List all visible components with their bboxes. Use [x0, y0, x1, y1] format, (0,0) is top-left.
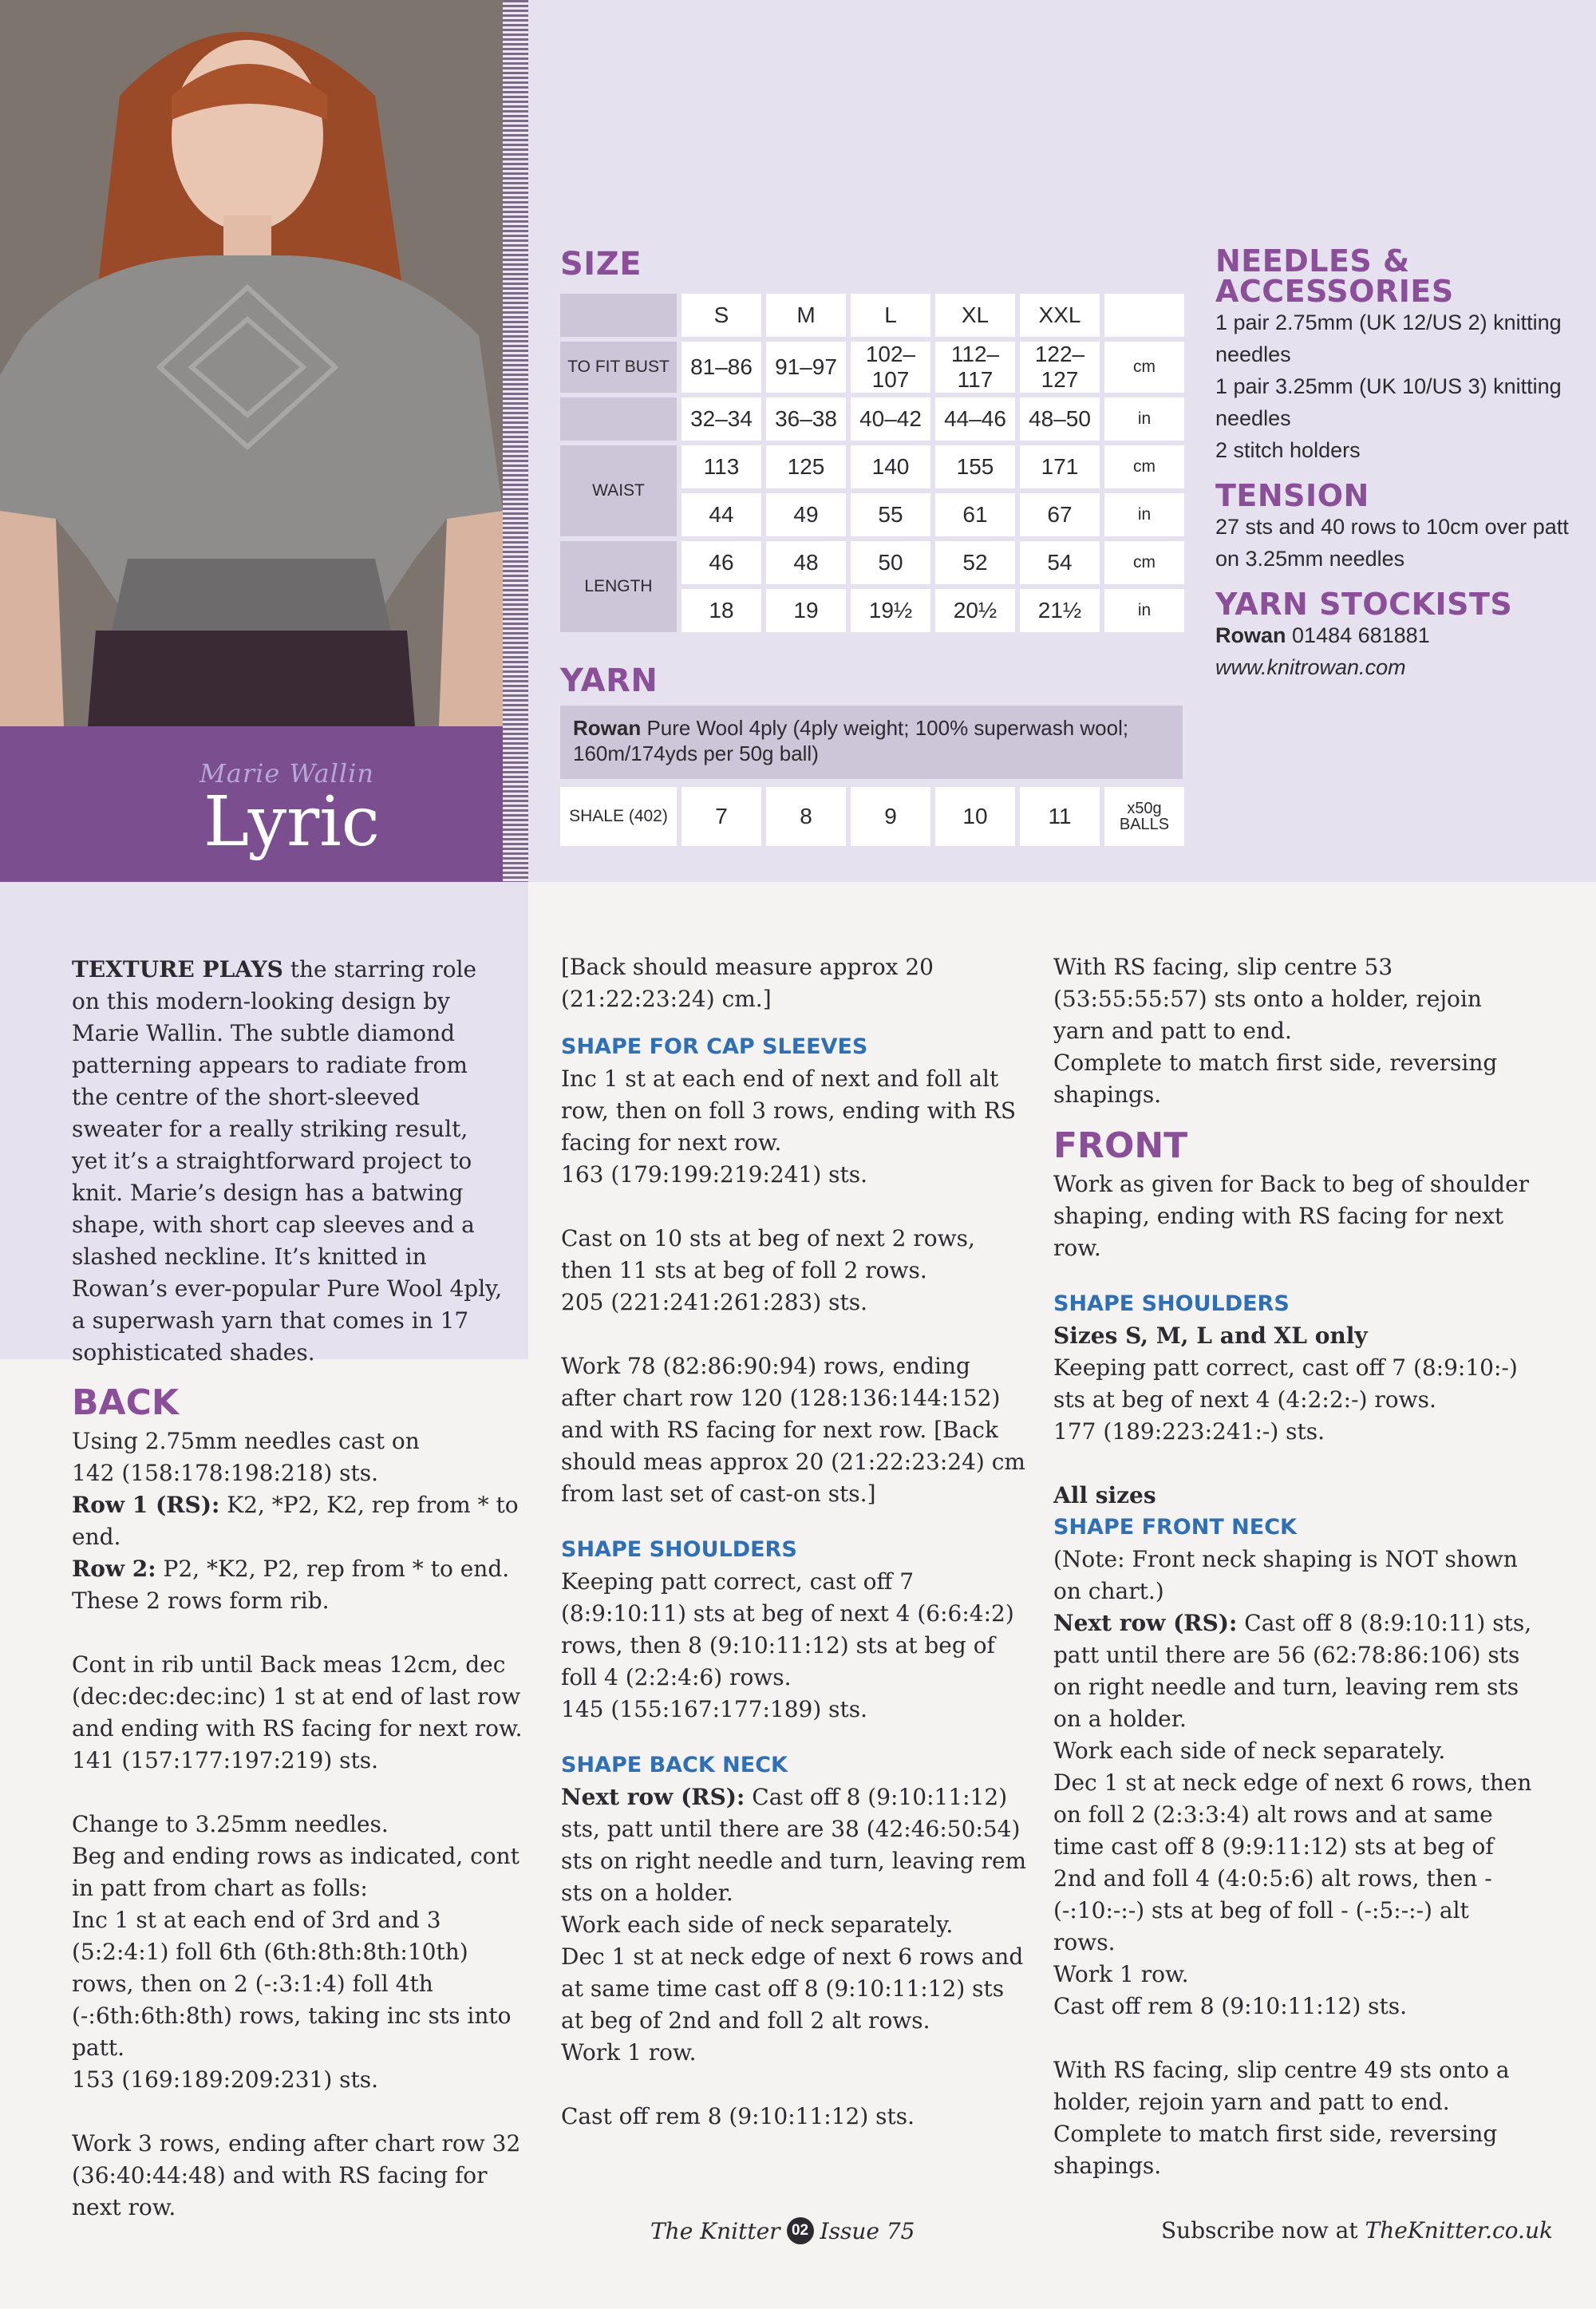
- row-label: Next row (RS):: [1053, 1610, 1238, 1636]
- front-neck-text: Work 1 row.: [1053, 1961, 1189, 1987]
- stockists-heading: YARN STOCKISTS: [1215, 587, 1513, 622]
- intro-body: the starring role on this modern-looking design by Marie Wallin. The subtle diamond patterning appears to radiate from the centre of the short-sleeved sweater for a really striking result, yet it’s a straightforward project to knit. Marie’s design has a batwing shape, with short cap sleeves and a slashed neckline. It’s knitted in Rowan’s ever-popular Pure Wool 4ply, a superwash yarn that comes in 17 sophisticated shades.: [72, 956, 503, 1366]
- table-cell: 21½: [1020, 589, 1100, 632]
- shoulders-text: Keeping patt correct, cast off 7 (8:9:10:11) sts at beg of next 4 (6:6:4:2) rows, then 8 (9:10:11:12) sts at beg of foll 4 (2:2:4:6) rows.: [561, 1568, 1014, 1690]
- yarn-heading: YARN: [560, 662, 658, 699]
- back-measure-note: [Back should measure approx 20 (21:22:23:24) cm.]: [561, 954, 934, 1012]
- col3-text: With RS facing, slip centre 53 (53:55:55:57) sts onto a holder, rejoin yarn and patt to end.: [1053, 954, 1482, 1044]
- table-cell: 44: [681, 493, 761, 536]
- size-header-row: [560, 294, 1184, 337]
- design-title: Lyric: [203, 782, 380, 862]
- shape-shoulders-heading: SHAPE SHOULDERS: [561, 1537, 797, 1562]
- row-text: Cast off 8 (9:10:11:12) sts, patt until there are 38 (42:46:50:54) sts on right needle and turn, leaving rem sts on a holder.: [561, 1784, 1027, 1906]
- shoulders-text: 145 (155:167:177:189) sts.: [561, 1696, 868, 1722]
- table-cell: [560, 294, 677, 337]
- table-cell: 49: [766, 493, 846, 536]
- yarn-amount: 9: [851, 787, 930, 846]
- table-cell: [560, 397, 677, 441]
- cap-text: Work 78 (82:86:90:94) rows, ending after chart row 120 (128:136:144:152) and with RS facing for next row. [Back should meas approx 20 (21:22:23:24) cm from last set of cast-on sts.]: [561, 1353, 1025, 1507]
- front-neck-text: Dec 1 st at neck edge of next 6 rows, then on foll 2 (2:3:3:4) alt rows and at same time cast off 8 (9:9:11:12) sts at beg of 2nd and foll 4 (4:0:5:6) alt rows, then - (-:10:-:-) sts at beg of foll - (-:5:-:-) alt rows.: [1053, 1769, 1532, 1955]
- table-cell: 112–117: [935, 342, 1015, 393]
- unit-cell: cm: [1104, 445, 1184, 488]
- needles-heading: NEEDLES &: [1215, 243, 1410, 279]
- size-col-m: M: [766, 294, 846, 337]
- yarn-shade: SHALE (402): [560, 787, 677, 846]
- unit-cell: cm: [1104, 541, 1184, 584]
- footer-magazine: [650, 2217, 915, 2244]
- table-cell: 91–97: [766, 342, 846, 393]
- table-cell: 19½: [851, 589, 930, 632]
- intro-lead: TEXTURE PLAYS: [72, 956, 283, 983]
- shape-front-neck-heading: SHAPE FRONT NECK: [1053, 1515, 1297, 1540]
- table-row: [560, 445, 1184, 488]
- table-cell: 36–38: [766, 397, 846, 441]
- front-heading: FRONT: [1053, 1125, 1188, 1166]
- back-neck-text: Work each side of neck separately.: [561, 1912, 954, 1938]
- back-text: Change to 3.25mm needles.: [72, 1811, 389, 1837]
- table-cell: 52: [935, 541, 1015, 584]
- unit-cell: in: [1104, 397, 1184, 441]
- unit-cell: in: [1104, 493, 1184, 536]
- back-text: 142 (158:178:198:218) sts.: [72, 1460, 379, 1486]
- back-text: 153 (169:189:209:231) sts.: [72, 2066, 379, 2093]
- front-neck-note: (Note: Front neck shaping is NOT shown on chart.): [1053, 1546, 1518, 1604]
- table-cell: 61: [935, 493, 1015, 536]
- unit-cell: cm: [1104, 342, 1184, 393]
- intro-text: [72, 954, 507, 1369]
- table-cell: 48: [766, 541, 846, 584]
- back-text: These 2 rows form rib.: [72, 1587, 330, 1614]
- yarn-description-text: Pure Wool 4ply (4ply weight; 100% superwash wool; 160m/174yds per 50g ball): [573, 716, 1129, 765]
- front-neck-text: Work each side of neck separately.: [1053, 1738, 1446, 1764]
- row-text: Cast off 8 (8:9:10:11) sts, patt until there are 56 (62:78:86:106) sts on right needle and turn, leaving rem sts on a holder.: [1053, 1610, 1532, 1732]
- yarn-amounts-row: [560, 787, 1184, 846]
- cap-text: Inc 1 st at each end of next and foll alt row, then on foll 3 rows, ending with RS facing for next row.: [561, 1066, 1017, 1156]
- all-sizes-label: [1053, 1480, 1532, 1512]
- table-cell: 44–46: [935, 397, 1015, 441]
- table-row: [560, 342, 1184, 393]
- sizes-label-text: Sizes S, M, L and XL only: [1053, 1323, 1368, 1349]
- table-cell: 171: [1020, 445, 1100, 488]
- table-row: [560, 541, 1184, 584]
- needles-item: 1 pair 3.25mm (UK 10/US 3) knitting needles: [1215, 374, 1562, 430]
- row-label-length: LENGTH: [560, 541, 677, 632]
- tension-heading: TENSION: [1215, 478, 1369, 513]
- size-col-s: S: [681, 294, 761, 337]
- column-back: [72, 1381, 527, 2224]
- stockists-phone-line: [1215, 619, 1582, 651]
- size-table: [555, 289, 1189, 637]
- size-col-l: L: [851, 294, 930, 337]
- back-text: 141 (157:177:197:219) sts.: [72, 1747, 379, 1773]
- front-shoulders-text: 177 (189:223:241:-) sts.: [1053, 1418, 1325, 1445]
- table-cell: 19: [766, 589, 846, 632]
- table-cell: [1104, 294, 1184, 337]
- stockists-brand: Rowan: [1215, 623, 1286, 647]
- tension-text: 27 sts and 40 rows to 10cm over patt on 3.25mm needles: [1215, 515, 1569, 571]
- size-col-xl: XL: [935, 294, 1015, 337]
- yarn-amount: 7: [681, 787, 761, 846]
- footer-subscribe: [1161, 2217, 1553, 2244]
- all-sizes-text: All sizes: [1053, 1482, 1156, 1508]
- front-shape-shoulders-heading: SHAPE SHOULDERS: [1053, 1291, 1290, 1316]
- table-cell: 32–34: [681, 397, 761, 441]
- sizes-label: [1053, 1320, 1532, 1352]
- yarn-brand: Rowan: [573, 716, 642, 740]
- yarn-description: [560, 706, 1183, 779]
- yarn-unit-line1: x50g: [1127, 800, 1162, 817]
- table-cell: 81–86: [681, 342, 761, 393]
- table-cell: 102–107: [851, 342, 930, 393]
- cap-text: 163 (179:199:219:241) sts.: [561, 1161, 868, 1188]
- back-row1: [72, 1489, 527, 1553]
- row-label: Row 2:: [72, 1556, 156, 1582]
- table-cell: 18: [681, 589, 761, 632]
- stockists-phone: 01484 681881: [1292, 623, 1430, 647]
- row-label: Next row (RS):: [561, 1784, 745, 1810]
- size-heading: SIZE: [560, 246, 642, 283]
- table-cell: 155: [935, 445, 1015, 488]
- front-shoulders-text: Keeping patt correct, cast off 7 (8:9:10:-) sts at beg of next 4 (4:2:2:-) rows.: [1053, 1354, 1518, 1413]
- back-neck-text: Dec 1 st at neck edge of next 6 rows and at same time cast off 8 (9:10:11:12) sts at beg of 2nd and foll 2 alt rows.: [561, 1943, 1024, 2034]
- table-cell: 113: [681, 445, 761, 488]
- yarn-unit: [1104, 787, 1184, 846]
- size-col-xxl: XXL: [1020, 294, 1100, 337]
- back-text: Beg and ending rows as indicated, cont in patt from chart as folls:: [72, 1843, 519, 1901]
- table-cell: 54: [1020, 541, 1100, 584]
- materials-column: [1215, 243, 1582, 698]
- front-neck-row: [1053, 1607, 1532, 1735]
- table-cell: 125: [766, 445, 846, 488]
- decorative-border: [503, 0, 528, 882]
- yarn-unit-line2: BALLS: [1119, 816, 1170, 833]
- needles-item: 2 stitch holders: [1215, 438, 1361, 462]
- model-illustration: [0, 0, 503, 726]
- row-label-waist: WAIST: [560, 445, 677, 536]
- stockists-website[interactable]: www.knitrowan.com: [1215, 655, 1406, 679]
- front-text: Work as given for Back to beg of shoulder shaping, ending with RS facing for next row.: [1053, 1171, 1530, 1261]
- table-cell: 40–42: [851, 397, 930, 441]
- back-text: Cont in rib until Back meas 12cm, dec (dec:dec:dec:inc) 1 st at end of last row and ending with RS facing for next row.: [72, 1651, 523, 1742]
- back-neck-text: Work 1 row.: [561, 2039, 697, 2066]
- issue-number: Issue 75: [820, 2217, 915, 2244]
- front-neck-text: With RS facing, slip centre 49 sts onto a holder, rejoin yarn and patt to end.: [1053, 2057, 1510, 2115]
- cap-text: Cast on 10 sts at beg of next 2 rows, then 11 sts at beg of foll 2 rows.: [561, 1225, 975, 1283]
- needles-item: 1 pair 2.75mm (UK 12/US 2) knitting needles: [1215, 310, 1562, 366]
- back-row2: [72, 1553, 527, 1585]
- back-text: Work 3 rows, ending after chart row 32 (36:40:44:48) and with RS facing for next row.: [72, 2130, 521, 2220]
- intro-panel: [0, 882, 528, 1366]
- back-heading: BACK: [72, 1382, 179, 1423]
- yarn-amount: 10: [935, 787, 1015, 846]
- subscribe-text: Subscribe now at: [1161, 2217, 1365, 2244]
- model-photo: [0, 0, 503, 726]
- front-neck-text: Cast off rem 8 (9:10:11:12) sts.: [1053, 1993, 1408, 2019]
- cap-text: 205 (221:241:261:283) sts.: [561, 1289, 868, 1315]
- row-text: K2, *P2, K2, rep from * to end.: [72, 1492, 519, 1550]
- back-neck-row: [561, 1781, 1032, 1909]
- row-label: Row 1 (RS):: [72, 1492, 220, 1518]
- back-neck-text: Cast off rem 8 (9:10:11:12) sts.: [561, 2103, 915, 2129]
- yarn-amount: 8: [766, 787, 846, 846]
- page-number: 02: [787, 2217, 814, 2244]
- back-text: Inc 1 st at each end of 3rd and 3 (5:2:4:1) foll 6th (6th:8th:8th:10th) rows, then on 2 (-:3:1:4) foll 4th (-:6th:6th:8th) rows, taking inc sts into patt.: [72, 1907, 512, 2061]
- unit-cell: in: [1104, 589, 1184, 632]
- table-cell: 20½: [935, 589, 1015, 632]
- table-cell: 48–50: [1020, 397, 1100, 441]
- table-cell: 122–127: [1020, 342, 1100, 393]
- table-cell: 55: [851, 493, 930, 536]
- title-block: [0, 726, 503, 882]
- table-cell: 50: [851, 541, 930, 584]
- cap-sleeves-heading: SHAPE FOR CAP SLEEVES: [561, 1034, 868, 1059]
- column-front: [1053, 951, 1532, 2182]
- subscribe-link[interactable]: TheKnitter.co.uk: [1365, 2217, 1553, 2244]
- row-label-bust: TO FIT BUST: [560, 342, 677, 393]
- needles-heading-line2: ACCESSORIES: [1215, 274, 1454, 309]
- magazine-name: The Knitter: [650, 2217, 780, 2244]
- table-cell: 140: [851, 445, 930, 488]
- back-text: Using 2.75mm needles cast on: [72, 1428, 420, 1454]
- shape-back-neck-heading: SHAPE BACK NECK: [561, 1753, 788, 1777]
- front-neck-text: Complete to match first side, reversing shapings.: [1053, 2121, 1498, 2179]
- yarn-amount: 11: [1020, 787, 1100, 846]
- table-cell: 46: [681, 541, 761, 584]
- column-shaping: [561, 951, 1032, 2133]
- table-cell: 67: [1020, 493, 1100, 536]
- col3-text: Complete to match first side, reversing shapings.: [1053, 1050, 1498, 1108]
- row-text: P2, *K2, P2, rep from * to end.: [156, 1556, 510, 1582]
- table-row: [560, 397, 1184, 441]
- designer-name: Marie Wallin: [200, 758, 374, 789]
